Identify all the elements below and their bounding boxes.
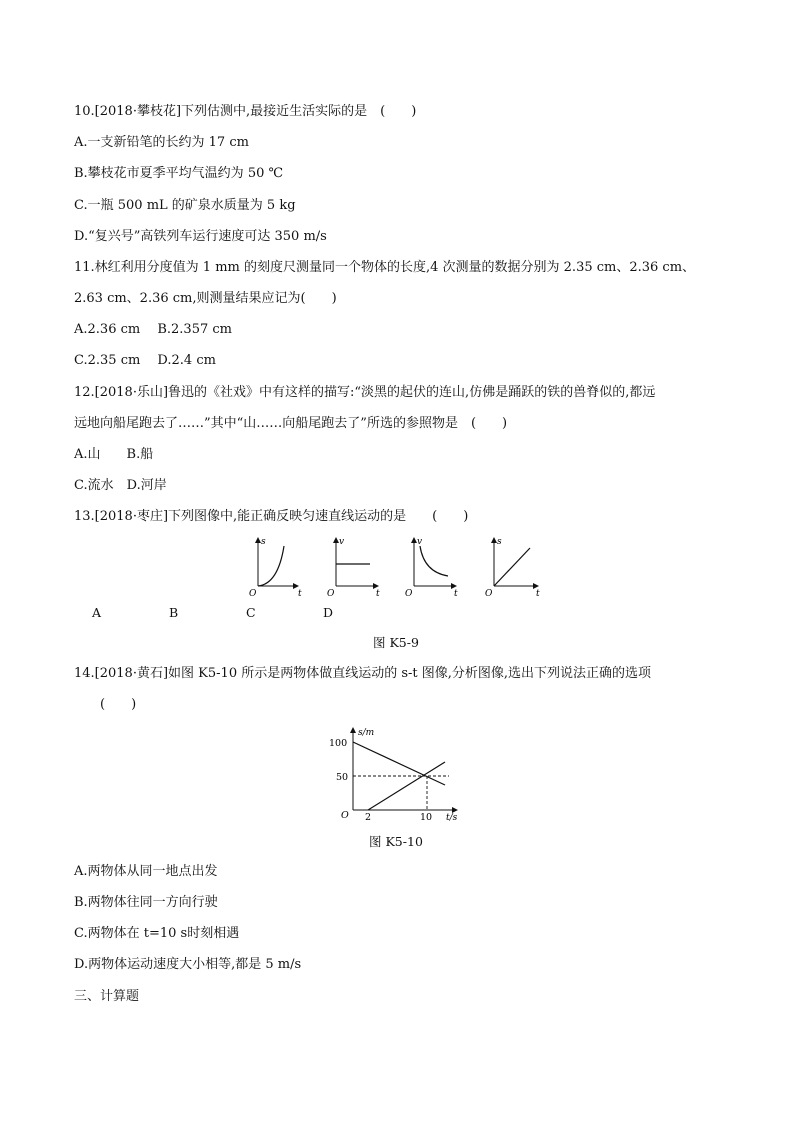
q11-stem-line2: 2.63 cm、2.36 cm,则测量结果应记为( ): [74, 291, 337, 306]
q14-stem: 14.[2018·黄石]如图 K5-10 所示是两物体做直线运动的 s-t 图像,分析图像,选出下列说法正确的选项: [74, 666, 652, 681]
q10-option-c: C.一瓶 500 mL 的矿泉水质量为 5 kg: [74, 198, 296, 213]
q11-stem-line1: 11.林红利用分度值为 1 mm 的刻度尺测量同一个物体的长度,4 次测量的数据分别为 2.35 cm、2.36 cm、: [74, 260, 696, 275]
q14-ytick-100: 100: [329, 738, 348, 749]
q14-bracket: ( ): [100, 697, 137, 712]
q13-option-d: D: [323, 605, 334, 620]
q12-stem-line2: 远地向船尾跑去了……”其中“山……向船尾跑去了”所选的参照物是 ( ): [74, 416, 508, 431]
q14-option-d: D.两物体运动速度大小相等,都是 5 m/s: [74, 957, 302, 972]
q12-options-ab: A.山 B.船: [74, 447, 154, 462]
q10-option-a: A.一支新铅笔的长约为 17 cm: [74, 135, 249, 150]
q13-graph-d: [485, 537, 540, 599]
q14-figure-caption: 图 K5-10: [369, 834, 423, 849]
q13-c-xlabel: t: [454, 589, 458, 599]
q14-origin: O: [341, 810, 349, 821]
q13-b-origin: O: [327, 589, 335, 599]
q13-stem: 13.[2018·枣庄]下列图像中,能正确反映匀速直线运动的是 ( ): [74, 509, 469, 524]
q12-stem-line1: 12.[2018·乐山]鲁迅的《社戏》中有这样的描写:“淡黑的起伏的连山,仿佛是踊跃的铁的兽脊似的,都远: [74, 385, 656, 400]
q13-graph-c: [405, 537, 458, 599]
q13-d-line: [494, 548, 530, 586]
q13-graph-a: [249, 537, 302, 599]
q13-option-b: B: [169, 605, 179, 620]
q14-xtick-2: 2: [365, 812, 372, 822]
q13-option-c: C: [246, 605, 256, 620]
q13-d-origin: O: [485, 589, 493, 599]
q10-stem: 10.[2018·攀枝花]下列估测中,最接近生活实际的是 ( ): [74, 104, 417, 119]
q13-graphs: [248, 532, 558, 602]
q14-series-descending: [353, 742, 445, 785]
q13-c-ylabel: v: [417, 537, 423, 547]
q13-a-ylabel: s: [261, 537, 266, 547]
q13-b-ylabel: v: [339, 537, 345, 547]
q14-option-a: A.两物体从同一地点出发: [74, 864, 218, 879]
q13-a-xlabel: t: [298, 589, 302, 599]
q13-c-curve: [420, 546, 448, 576]
q14-ytick-50: 50: [336, 772, 349, 783]
q11-options-cd: C.2.35 cm D.2.4 cm: [74, 353, 216, 368]
q12-options-cd: C.流水 D.河岸: [74, 478, 167, 493]
q10-option-d: D.“复兴号”高铁列车运行速度可达 350 m/s: [74, 229, 327, 244]
q14-option-b: B.两物体往同一方向行驶: [74, 895, 218, 910]
q11-options-ab: A.2.36 cm B.2.357 cm: [74, 322, 232, 337]
q14-x-label: t/s: [446, 813, 458, 822]
q13-a-curve: [258, 546, 284, 586]
q14-series-ascending: [368, 762, 445, 810]
q13-c-origin: O: [405, 589, 413, 599]
q10-option-b: B.攀枝花市夏季平均气温约为 50 ℃: [74, 166, 284, 181]
q13-figure-caption: 图 K5-9: [373, 635, 419, 650]
q13-d-xlabel: t: [536, 589, 540, 599]
q14-graph: [325, 722, 465, 822]
q14-y-label: s/m: [358, 728, 375, 738]
q14-xtick-10: 10: [420, 812, 433, 822]
q13-d-ylabel: s: [497, 537, 502, 547]
q13-option-a: A: [92, 605, 102, 620]
q13-b-xlabel: t: [376, 589, 380, 599]
q13-a-origin: O: [249, 589, 257, 599]
q13-graph-b: [327, 537, 380, 599]
section-heading-calculation: 三、计算题: [74, 989, 140, 1004]
q14-option-c: C.两物体在 t=10 s时刻相遇: [74, 926, 240, 941]
